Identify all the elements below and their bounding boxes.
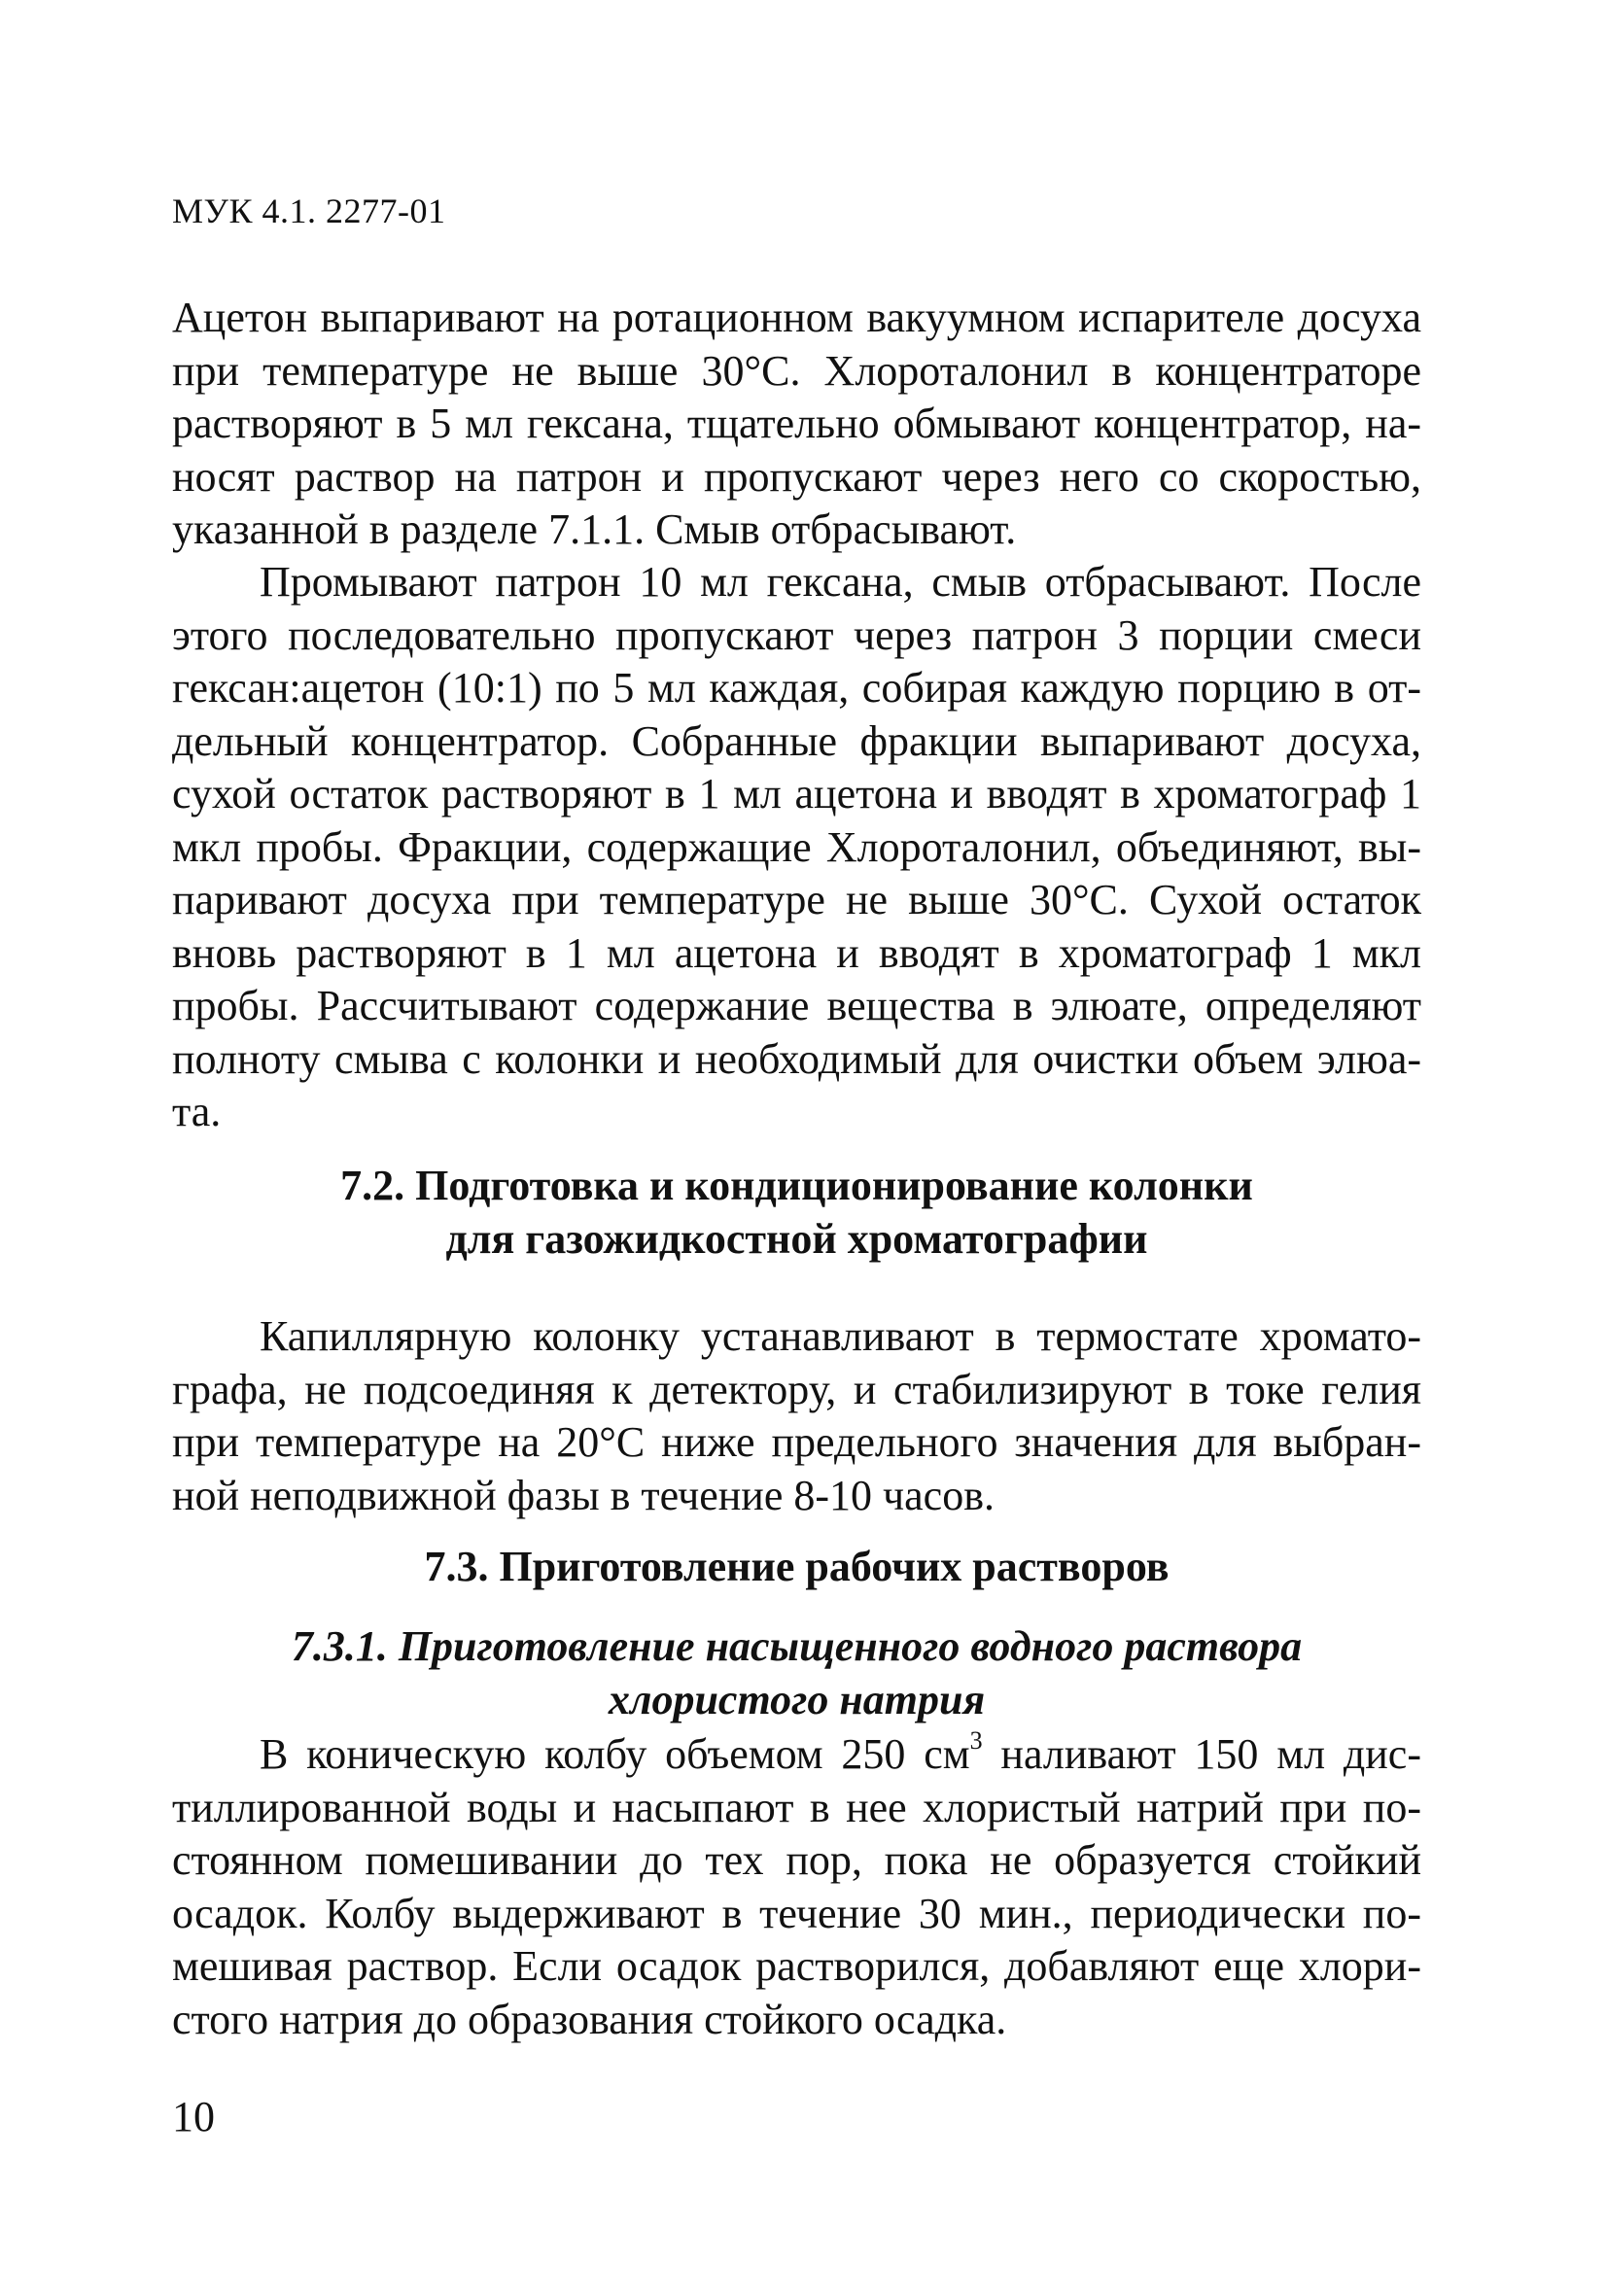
section-7-2-paragraph	[172, 1310, 1421, 1522]
section-7-3-heading	[172, 1541, 1421, 1594]
text-fragment: В коническую колбу объемом 250 см	[260, 1730, 970, 1778]
section-7-2-heading	[172, 1160, 1421, 1266]
text-line: этого последовательно пропускают через патрон 3 порции смеси	[172, 610, 1421, 659]
text-line: стого натрия до образования стойкого осадка.	[172, 1995, 1007, 2043]
text-line: мешивая раствор. Если осадок растворился, добавляют еще хлори-	[172, 1942, 1421, 1990]
text-line: дельный концентратор. Собранные фракции выпаривают досуха,	[172, 716, 1421, 765]
text-line: сухой остаток растворяют в 1 мл ацетона и вводят в хроматограф 1	[172, 770, 1421, 818]
text-line: вновь растворяют в 1 мл ацетона и вводят в хроматограф 1 мкл	[172, 928, 1421, 977]
paragraph-1	[172, 292, 1421, 557]
text-line: указанной в разделе 7.1.1. Смыв отбрасывают.	[172, 505, 1017, 553]
text-line: носят раствор на патрон и пропускают через него со скоростью,	[172, 452, 1421, 501]
paragraph-2	[172, 556, 1421, 1139]
text-line: гексан:ацетон (10:1) по 5 мл каждая, собирая каждую порцию в от-	[172, 664, 1421, 712]
text-line: при температуре на 20°С ниже предельного значения для выбран-	[172, 1418, 1421, 1466]
page-number: 10	[172, 2093, 215, 2140]
text-line: пробы. Рассчитывают содержание вещества в элюате, определяют	[172, 982, 1421, 1029]
text-line: паривают досуха при температуре не выше 30°С. Сухой остаток	[172, 876, 1421, 923]
text-line: Ацетон выпаривают на ротационном вакуумном испарителе досуха	[172, 294, 1421, 341]
text-line: растворяют в 5 мл гексана, тщательно обмывают концентратор, на-	[172, 400, 1421, 447]
text-line: Капиллярную колонку устанавливают в термостате хромато-	[260, 1312, 1421, 1360]
text-line: полноту смыва с колонки и необходимый для очистки объем элюа-	[172, 1034, 1421, 1083]
heading-line: для газожидкостной хроматографии	[445, 1214, 1148, 1263]
text-line: мкл пробы. Фракции, содержащие Хлороталонил, объединяют, вы-	[172, 822, 1421, 871]
text-line: Промывают патрон 10 мл гексана, смыв отбрасывают. После	[260, 558, 1421, 606]
text-line: ной неподвижной фазы в течение 8-10 часов.	[172, 1471, 995, 1519]
heading-line: 7.3. Приготовление рабочих растворов	[424, 1543, 1170, 1590]
superscript: 3	[969, 1726, 983, 1756]
subheading-line: 7.3.1. Приготовление насыщенного водного раствора	[291, 1622, 1303, 1670]
document-code: МУК 4.1. 2277-01	[172, 191, 446, 230]
text-line: та.	[172, 1088, 222, 1135]
text-line: при температуре не выше 30°С. Хлороталонил в концентраторе	[172, 346, 1421, 395]
subheading-line: хлористого натрия	[608, 1675, 986, 1723]
text-fragment: наливают 150 мл дис-	[982, 1730, 1421, 1778]
heading-line: 7.2. Подготовка и кондиционирование колонки	[340, 1162, 1253, 1209]
text-line: тиллированной воды и насыпают в нее хлористый натрий при по-	[172, 1783, 1421, 1831]
section-7-3-1-paragraph	[172, 1728, 1421, 2046]
text-line: графа, не подсоединяя к детектору, и стабилизируют в токе гелия	[172, 1365, 1421, 1413]
section-7-3-1-heading	[172, 1620, 1421, 1726]
text-line: стоянном помешивании до тех пор, пока не образуется стойкий	[172, 1836, 1421, 1884]
text-line: осадок. Колбу выдерживают в течение 30 мин., периодически по-	[172, 1889, 1421, 1937]
text-line	[172, 1728, 1421, 1782]
